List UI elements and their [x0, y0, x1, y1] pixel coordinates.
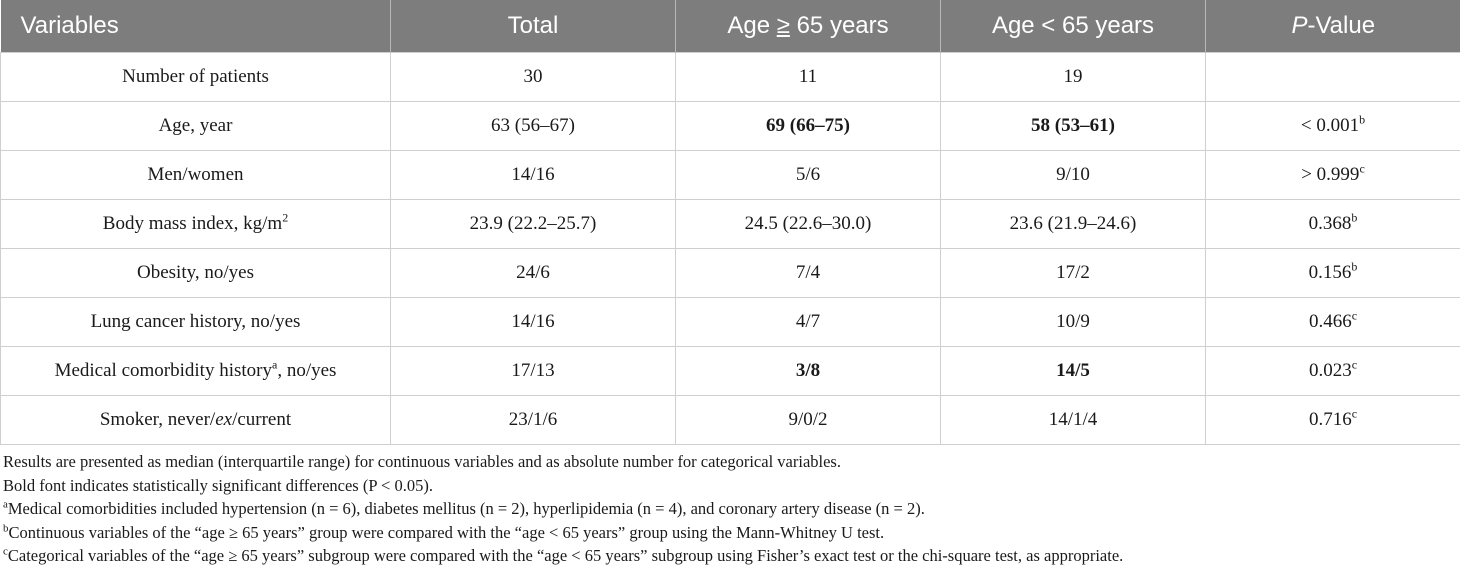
row-label-text: Medical comorbidity history [54, 359, 272, 381]
row-label-italic: ex [215, 408, 233, 430]
cell-total: 30 [391, 52, 676, 101]
cell-lt65: 14/1/4 [941, 395, 1206, 444]
footnote-c-marker: c [3, 545, 8, 558]
cell-total: 23.9 (22.2–25.7) [391, 199, 676, 248]
footnote-results: Results are presented as median (interquartile range) for continuous variables and as absolute number for categorical variables. [3, 452, 841, 471]
p-value-text: < 0.001 [1300, 114, 1360, 136]
row-label [1, 395, 391, 444]
cell-total: 63 (56–67) [391, 101, 676, 150]
cell-ge65: 4/7 [676, 297, 941, 346]
p-value-footnote: c [1359, 161, 1365, 176]
row-label-sup: 2 [282, 210, 289, 225]
p-value-text: 0.023 [1308, 359, 1352, 381]
row-label: Men/women [1, 150, 391, 199]
cell-ge65: 24.5 (22.6–30.0) [676, 199, 941, 248]
header-row [1, 0, 1460, 52]
p-value-footnote: b [1351, 210, 1358, 225]
row-label: Lung cancer history, no/yes [1, 297, 391, 346]
cell-ge65: 5/6 [676, 150, 941, 199]
cell-lt65: 23.6 (21.9–24.6) [941, 199, 1206, 248]
table-row [1, 101, 1460, 150]
header-variables: Variables [20, 11, 119, 39]
cell-p-value [1206, 248, 1460, 297]
row-label-suffix: , no/yes [277, 359, 337, 381]
table-row [1, 346, 1460, 395]
header-age-ge-suffix: 65 years [789, 11, 889, 39]
footnote-a-text: Medical comorbidities included hypertension (n = 6), diabetes mellitus (n = 2), hyperlipidemia (n = 4), and coronary artery disease (n = 2). [7, 499, 925, 518]
table-footnotes [3, 450, 1453, 568]
header-age-ge-prefix: Age [727, 11, 777, 39]
cell-total: 17/13 [391, 346, 676, 395]
cell-p-value [1206, 150, 1460, 199]
table-row [1, 248, 1460, 297]
table-body [1, 52, 1460, 444]
row-label-after-italic: /current [232, 408, 292, 430]
p-value-footnote: c [1351, 357, 1358, 372]
table-header [1, 0, 1460, 52]
row-label [1, 346, 391, 395]
cell-lt65: 10/9 [941, 297, 1206, 346]
p-value-text: 0.368 [1308, 212, 1352, 234]
header-p-value [1206, 0, 1460, 52]
row-label [1, 199, 391, 248]
footnote-c [3, 544, 1453, 568]
table-row [1, 199, 1460, 248]
row-label-sup: a [271, 357, 278, 372]
header-p-rest: -Value [1307, 11, 1376, 39]
cell-total: 24/6 [391, 248, 676, 297]
table-row [1, 395, 1460, 444]
cell-lt65: 19 [941, 52, 1206, 101]
cell-total: 14/16 [391, 297, 676, 346]
table-row [1, 52, 1460, 101]
footnote-bold: Bold font indicates statistically significant differences (P < 0.05). [3, 475, 433, 495]
row-label-text: Smoker, never/ [99, 408, 216, 430]
cell-total: 14/16 [391, 150, 676, 199]
cell-ge65: 69 (66–75) [676, 101, 941, 150]
footnote-b-marker: b [3, 522, 9, 534]
footnote-b-text: Continuous variables of the “age ≥ 65 years” group were compared with the “age < 65 years” group using the Mann-Whitney U test. [8, 522, 885, 542]
row-label: Obesity, no/yes [1, 248, 391, 297]
p-value-text: > 0.999 [1301, 163, 1360, 185]
cell-ge65: 7/4 [676, 248, 941, 297]
footnote-b [3, 521, 1453, 545]
cell-p-value [1206, 101, 1460, 150]
p-value-text: 0.156 [1308, 261, 1352, 283]
header-p-italic: P [1291, 11, 1308, 39]
cell-p-value [1206, 52, 1460, 101]
cell-p-value [1206, 297, 1460, 346]
row-label: Number of patients [1, 52, 391, 101]
cell-lt65: 58 (53–61) [941, 101, 1206, 150]
cell-p-value [1206, 346, 1460, 395]
cell-lt65: 14/5 [941, 346, 1206, 395]
cell-p-value [1206, 199, 1460, 248]
header-total: Total [391, 0, 676, 52]
header-age-lt-65: Age < 65 years [941, 0, 1206, 52]
footnote-c-text: Categorical variables of the “age ≥ 65 years” subgroup were compared with the “age < 65 years” subgroup using Fisher’s exact test or the chi-square test, as appropriate. [7, 546, 1124, 565]
p-value-footnote: b [1359, 112, 1366, 127]
header-age-ge-symbol: ≥ [776, 11, 790, 39]
cell-ge65: 9/0/2 [676, 395, 941, 444]
row-label-text: Body mass index, kg/m [102, 212, 283, 234]
table-row [1, 150, 1460, 199]
p-value-text: 0.716 [1308, 408, 1352, 430]
table-row [1, 297, 1460, 346]
cell-lt65: 9/10 [941, 150, 1206, 199]
p-value-footnote: b [1351, 259, 1358, 274]
cell-p-value [1206, 395, 1460, 444]
header-age-ge-65 [676, 0, 941, 52]
cell-total: 23/1/6 [391, 395, 676, 444]
p-value-footnote: c [1351, 308, 1358, 323]
cell-lt65: 17/2 [941, 248, 1206, 297]
footnote-a [3, 497, 1453, 521]
p-value-footnote: c [1351, 406, 1358, 421]
cell-ge65: 3/8 [676, 346, 941, 395]
cell-ge65: 11 [676, 52, 941, 101]
footnote-a-marker: a [3, 498, 8, 511]
row-label: Age, year [1, 101, 391, 150]
p-value-text: 0.466 [1308, 310, 1352, 332]
